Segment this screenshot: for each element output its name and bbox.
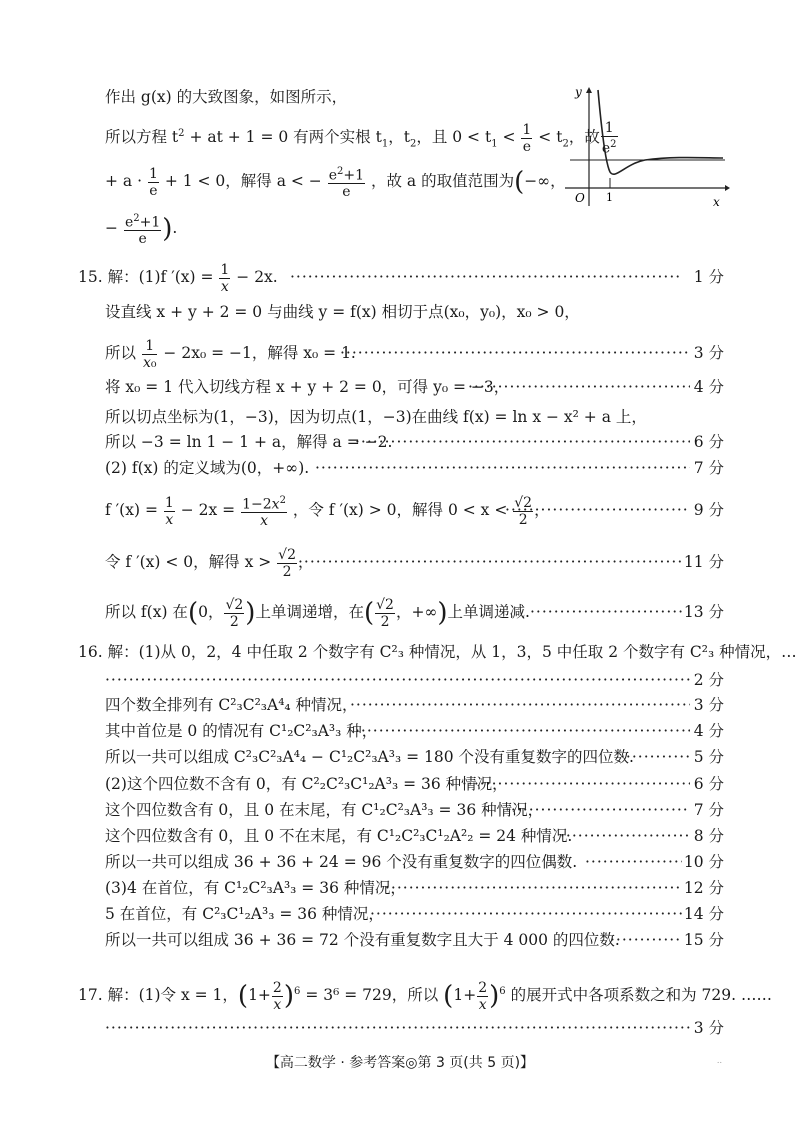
score: 2 分 <box>693 671 724 689</box>
fraction: $\frac{1}{e}$ <box>148 165 158 199</box>
text-line: − $\frac{e^2+1}{e}$ ). <box>105 212 178 248</box>
leader-dots <box>340 341 690 365</box>
text-line: 所以 f(x) 在(0， $\frac{√2}{2}$ )上单调递增，在( $\frac{√2}{2}$ ，+∞)上单调递减. <box>105 596 530 630</box>
fraction: $\frac{√2}{2}$ <box>278 546 296 580</box>
text-line: 四个数全排列有 C²₃C²₃A⁴₄ 种情况， <box>105 696 358 714</box>
text-line: 15. 解：(1)f ′(x) = $\frac{1}{x}$ − 2x. <box>78 261 278 295</box>
fraction: $\frac{1}{x}$ <box>220 261 230 295</box>
fraction: $\frac{2}{x}$ <box>478 979 488 1013</box>
leader-dots <box>585 850 682 874</box>
text-line: 所以一共可以组成 36 + 36 + 24 = 96 个没有重复数字的四位偶数. <box>105 853 578 871</box>
y-axis-label: y <box>575 85 582 99</box>
leader-dots <box>355 719 690 743</box>
leader-dots <box>505 798 690 822</box>
leader-dots <box>298 550 682 574</box>
text-line: 所以方程 $t^2$ + at + 1 = 0 有两个实根 $t_1$，$t_2$，且 $0 < t_1$ < $\frac{1}{e}$ < $t_2$，故 $\frac{1}{e^2}$ <box>105 119 617 157</box>
leader-dots <box>385 876 682 900</box>
fraction: $\frac{1-2x^2}{x}$ <box>242 494 286 530</box>
text-line: (2)这个四位数不含有 0，有 C²₂C²₃C¹₂A³₃ = 36 种情况， <box>105 775 508 793</box>
x-axis-label: x <box>713 195 720 209</box>
score: 13 分 <box>683 603 724 621</box>
score: 15 分 <box>683 931 724 949</box>
text-line: 17. 解：(1)令 x = 1，(1+ $\frac{2}{x}$ )$^6$ = 3⁶ = 729，所以 (1+ $\frac{2}{x}$ )$^6$ 的展开式中各项系数之和为 729. …… <box>78 979 772 1013</box>
score: 7 分 <box>693 459 724 477</box>
score: 4 分 <box>693 722 724 740</box>
score: 6 分 <box>693 775 724 793</box>
score: 3 分 <box>693 1019 724 1037</box>
leader-dots <box>355 430 690 454</box>
fraction: $\frac{e^2+1}{e}$ <box>328 165 365 201</box>
leader-dots <box>505 498 690 522</box>
y-axis-arrow <box>586 87 592 93</box>
text-line: 其中首位是 0 的情况有 C¹₂C²₃A³₃ 种， <box>105 722 378 740</box>
leader-dots <box>370 902 682 926</box>
text-line: + a · $\frac{1}{e}$ + 1 < 0，解得 a < − $\frac{e^2+1}{e}$ ，故 a 的取值范围为(−∞， <box>105 165 566 201</box>
text-line: f ′(x) = $\frac{1}{x}$ − 2x = $\frac{1-2x^2}{x}$ ，令 f ′(x) > 0，解得 0 < x < $\frac{√2}{2}$ ， <box>105 494 550 530</box>
text-line: 16. 解：(1)从 0，2，4 中任取 2 个数字有 C²₃ 种情况，从 1，3，5 中任取 2 个数字有 C²₃ 种情况，… <box>78 643 797 661</box>
score: 3 分 <box>693 344 724 362</box>
text-line: 5 在首位，有 C²₃C¹₂A³₃ = 36 种情况， <box>105 905 384 923</box>
origin-label: O <box>575 191 585 205</box>
text-line: (2) f(x) 的定义域为(0，+∞). <box>105 459 310 477</box>
fraction: $\frac{1}{e}$ <box>522 121 532 155</box>
fraction: $\frac{1}{x}$ <box>164 494 174 528</box>
text-line: 所以一共可以组成 36 + 36 = 72 个没有重复数字且大于 4 000 的四位数. <box>105 931 620 949</box>
footer-mark: .. <box>716 1056 722 1065</box>
score: 9 分 <box>693 501 724 519</box>
text-line: 令 f ′(x) < 0，解得 x > $\frac{√2}{2}$ ， <box>105 546 314 580</box>
score: 7 分 <box>693 801 724 819</box>
fraction: $\frac{√2}{2}$ <box>514 494 533 528</box>
score: 10 分 <box>683 853 724 871</box>
score: 14 分 <box>683 905 724 923</box>
leader-dots <box>620 745 690 769</box>
text-line: 设直线 x + y + 2 = 0 与曲线 y = f(x) 相切于点(x₀，y₀)，x₀ > 0， <box>105 303 580 321</box>
score: 3 分 <box>693 696 724 714</box>
leader-dots <box>315 456 690 480</box>
score: 6 分 <box>693 433 724 451</box>
fraction: $\frac{√2}{2}$ <box>376 596 394 630</box>
score: 11 分 <box>683 553 724 571</box>
leader-dots <box>350 693 690 717</box>
leader-dots <box>462 772 690 796</box>
score: 8 分 <box>693 827 724 845</box>
score: 1 分 <box>693 268 724 286</box>
text-line: 这个四位数含有 0，且 0 在末尾，有 C¹₂C²₃A³₃ = 36 种情况， <box>105 801 544 819</box>
text-line: 所以 −3 = ln 1 − 1 + a，解得 a = −2. <box>105 433 393 451</box>
fraction: $\frac{e^2+1}{e}$ <box>124 212 161 248</box>
text-line: 这个四位数含有 0，且 0 不在末尾，有 C¹₂C²₃C¹₂A²₂ = 24 种情况. <box>105 827 573 845</box>
text-line: 所以一共可以组成 C²₃C²₃A⁴₄ − C¹₂C²₃A³₃ = 180 个没有重复数字的四位数. <box>105 748 634 766</box>
text-line: 将 x₀ = 1 代入切线方程 x + y + 2 = 0，可得 y₀ = −3， <box>105 378 510 396</box>
score: 5 分 <box>693 748 724 766</box>
page-footer: 【高二数学 · 参考答案◎第 3 页(共 5 页)】 <box>265 1055 535 1071</box>
text-line: 作出 g(x) 的大致图象，如图所示， <box>105 88 348 106</box>
score: 4 分 <box>693 378 724 396</box>
leader-dots <box>105 668 690 692</box>
leader-dots <box>560 824 690 848</box>
leader-dots <box>290 265 680 289</box>
leader-dots <box>530 600 682 624</box>
fraction: $\frac{1}{e^2}$ <box>601 119 617 157</box>
leader-dots <box>468 375 690 399</box>
leader-dots <box>105 1016 690 1040</box>
text-line: 所以 $\frac{1}{\text{x₀}}$ − 2x₀ = −1，解得 x₀ = 1. <box>105 337 356 371</box>
one-label: 1 <box>606 191 613 204</box>
fraction: $\frac{2}{x}$ <box>272 979 282 1013</box>
text-line: 所以切点坐标为(1，−3)，因为切点(1，−3)在曲线 f(x) = ln x − x² + a 上， <box>105 408 647 426</box>
score: 12 分 <box>683 879 724 897</box>
function-graph <box>565 84 730 209</box>
x-axis-arrow <box>725 185 730 191</box>
text-line: (3)4 在首位，有 C¹₂C²₃A³₃ = 36 种情况， <box>105 879 406 897</box>
fraction: $\frac{√2}{2}$ <box>225 596 244 630</box>
leader-dots <box>610 928 682 952</box>
fraction: $\frac{1}{\text{x₀}}$ <box>142 337 157 371</box>
g-curve <box>598 90 723 174</box>
